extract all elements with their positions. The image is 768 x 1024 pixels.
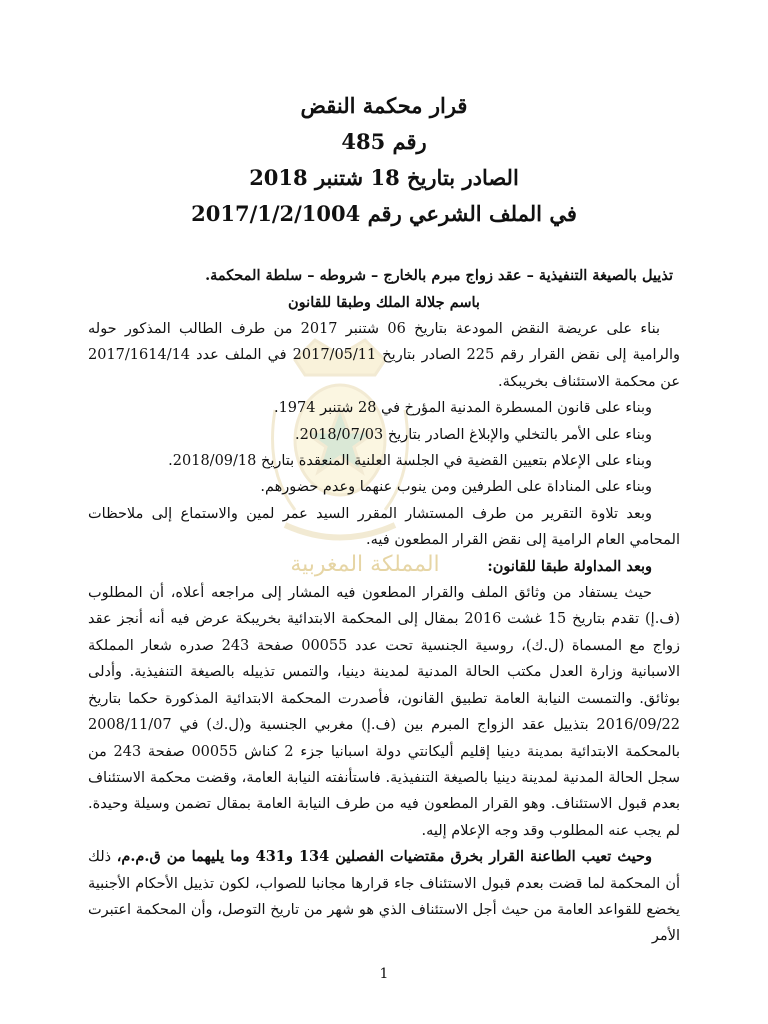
paragraph-facts: حيث يستفاد من وثائق الملف والقرار المطعون فيه المشار إلى مراجعه أعلاه، أن المطلوب (ف.إ) تقدم بتاريخ 15 غشت 2016 بمقال إلى المحكمة الابتدائية بخريبكة عرض فيه أنه أنجز عقد زواج مع المسماة (ل.ك)، روسية الجنسية تحت عدد 00055 صفحة 243 صدره شعار المملكة الاسبانية وزارة العدل مكتب الحالة المدنية لمدينة دينيا، والتمس تذييله بالصيغة التنفيذية. وأدلى بوثائق. والتمست النيابة العامة تطبيق القانون، فأصدرت المحكمة الابتدائية المذكورة حكما بتاريخ 2016/09/22 بتذييل عقد الزواج المبرم بين (ف.إ) مغربي الجنسية و(ل.ك) في 2008/11/07 بالمحكمة الابتدائية بمدينة دينيا إقليم أليكانتي دولة اسبانيا جزء 2 كناش 00055 صفحة 243 من سجل الحالة المدنية لمدينة دينيا بالصيغة التنفيذية. فاستأنفته النيابة العامة، وقضت محكمة الاستئناف بعدم قبول الاستئناف. وهو القرار المطعون فيه من طرف النيابة العامة بمقال تضمن وسيلة وحيدة. لم يجب عنه المطلوب وقد وجه الإعلام إليه. xyxy=(88,585,681,839)
subject-keywords: تذييل بالصيغة التنفيذية – عقد زواج مبرم بالخارج – شروطه – سلطة المحكمة. xyxy=(205,267,673,284)
paragraph-petition: بناء على عريضة النقض المودعة بتاريخ 06 شتنبر 2017 من طرف الطالب المذكور حوله والرامية إلى نقض القرار رقم 225 الصادر بتاريخ 2017/05/11 في الملف عدد 2017/1614/14 عن محكمة الاستئناف بخريبكة. xyxy=(88,321,680,390)
paragraph-procedure-code: وبناء على قانون المسطرة المدنية المؤرخ في 28 شتنبر 1974. xyxy=(273,400,652,417)
paragraph-withdrawal-order: وبناء على الأمر بالتخلي والإبلاغ الصادر بتاريخ 2018/07/03. xyxy=(295,426,652,443)
court-title: قرار محكمة النقض xyxy=(300,93,468,118)
file-number: في الملف الشرعي رقم 2017/1/2/1004 xyxy=(191,201,577,226)
paragraph-report: وبعد تلاوة التقرير من طرف المستشار المقرر السيد عمر لمين والاستماع إلى ملاحظات المحامي العام الرامية إلى نقض القرار المطعون فيه. xyxy=(88,505,680,549)
decision-date: الصادر بتاريخ 18 شتنبر 2018 xyxy=(249,165,519,190)
royal-invocation: باسم جلالة الملك وطبقا للقانون xyxy=(288,294,480,311)
page-number: 1 xyxy=(379,966,389,982)
watermark-text: المملكة المغربية xyxy=(290,552,440,577)
grounds-heading: وحيث تعيب الطاعنة القرار بخرق مقتضيات الفصلين 134 و431 وما يليهما من ق.م.م، xyxy=(116,848,652,866)
paragraph-hearing-notice: وبناء على الإعلام بتعيين القضية في الجلسة العلنية المنعقدة بتاريخ 2018/09/18. xyxy=(168,453,652,470)
decision-number: رقم 485 xyxy=(341,129,427,154)
decision-body xyxy=(88,316,680,950)
paragraph-deliberation: وبعد المداولة طبقا للقانون: xyxy=(487,557,652,575)
grounds-text: ذلك أن المحكمة لما قضت بعدم قبول الاستئناف جاء قرارها مجانبا للصواب، لكون تذييل الأحكام الأجنبية يخضع للقواعد العامة من حيث أجل الاستئناف الذي هو شهر من تاريخ التوصل، وأن المحكمة اعتبرت الأمر xyxy=(88,849,680,945)
paragraph-summons: وبناء على المناداة على الطرفين ومن ينوب عنهما وعدم حضورهم. xyxy=(260,479,652,496)
decision-header xyxy=(80,88,688,232)
paragraph-grounds xyxy=(88,844,680,950)
